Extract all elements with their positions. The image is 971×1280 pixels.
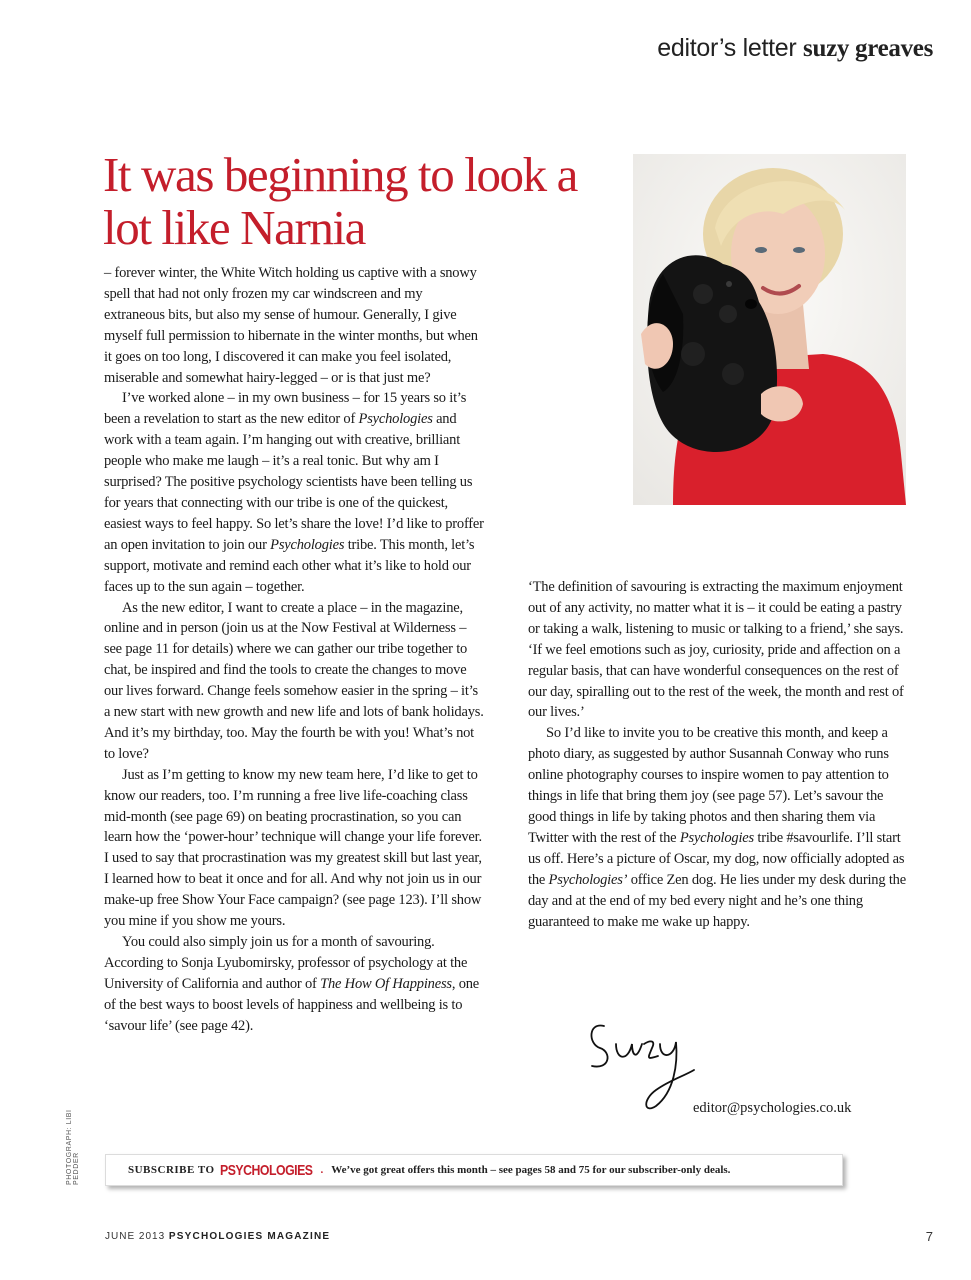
paragraph-4: Just as I’m getting to know my new team here, I’d like to get to know our readers, too. I’m running a free live life-coaching class mid-month (see page 69) on beating procrastination, so you can learn how the ‘power-hour’ technique will change your life forever. I used to say that procrastination was my greatest skill but last year, I learned how to beat it once and for all. And why not join us in our make-up free Show Your Face campaign? (see page 123). I’ll show you mine if you show me yours. — [104, 766, 482, 930]
paragraph-7 — [528, 723, 908, 932]
handwritten-signature — [586, 1014, 706, 1114]
headline: It was beginning to look a lot like Narnia — [103, 147, 577, 255]
article-column-left — [104, 263, 484, 1037]
editor-email: editor@psychologies.co.uk — [693, 1100, 852, 1116]
paragraph-1: – forever winter, the White Witch holding us captive with a snowy spell that had not only frozen my car windscreen and my extraneous bits, but also my sense of humour. Generally, I give myself full permission to hibernate in the winter months, but when it goes on too long, I discovered it can make you feel isolated, miserable and somewhat hairy-legged – or is that just me? — [104, 265, 478, 386]
paragraph-6: ‘The definition of savouring is extracting the maximum enjoyment out of any activity, no matter what it is – it could be eating a pastry or taking a walk, listening to music or talking to a friend,’ she says. ‘If we feel emotions such as joy, curiosity, pride and affection on a regular basis, that can have wonderful consequences on the rest of our day, spiralling out to the rest of the week, the month and rest of our lives.’ — [528, 579, 904, 721]
editor-photo — [633, 154, 906, 505]
text-span: , one of the best ways to boost levels of happiness and wellbeing is to ‘savour life’ (see page 42). — [104, 975, 480, 1034]
subscribe-offer-text: We’ve got great offers this month – see pages 58 and 75 for our subscriber-only deals. — [331, 1164, 731, 1176]
subscribe-banner — [105, 1154, 843, 1186]
text-span: I’ve worked alone – in my own business – for 15 years so it’s been a revelation to start as the new editor of — [104, 390, 467, 428]
text-span: tribe #savourlife. I’ll start us off. Here’s a picture of Oscar, my dog, now officially adopted as the — [528, 829, 905, 888]
paragraph-2 — [104, 388, 484, 597]
section-label: editor’s letter — [657, 34, 797, 62]
subscribe-label: SUBSCRIBE TO — [128, 1164, 215, 1176]
text-span: tribe. This month, let’s support, motivate and remind each other what it’s like to hold our faces up to the sun again – together. — [104, 536, 475, 595]
paragraph-3: As the new editor, I want to create a place – in the magazine, online and in person (join us at the Now Festival at Wilderness – see page 11 for details) where we can gather our tribe together to chat, be inspired and find the tools to create the changes to move our lives forward. Change feels somehow easier in the spring – it’s a new start with new growth and new life and lots of bank holidays. And it’s my birthday, too. May the fourth be with you! What’s not to love? — [104, 599, 484, 762]
footer-issue — [105, 1231, 330, 1242]
text-span: You could also simply join us for a month of savouring. According to Sonja Lyubomirsky, professor of psychology at the University of California and author of — [104, 934, 468, 992]
magazine-name: Psychologies — [679, 829, 754, 846]
article-column-right — [528, 577, 908, 932]
text-span: and work with a team again. I’m hanging out with creative, brilliant people who make me laugh – it’s a real tonic. But why am I surprised? The positive psychology scientists have been telling us for years that connecting with our tribe is one of the quickest, easiest ways to feel happy. So let’s share the love! I’d like to proffer an open invitation to join our — [104, 411, 484, 553]
editor-with-dog-illustration — [633, 154, 906, 505]
psychologies-logo: PSYCHOLOGIES — [219, 1161, 313, 1179]
book-title: The How Of Happiness — [320, 975, 452, 992]
magazine-name: Psychologies — [358, 411, 433, 428]
author-name: suzy greaves — [803, 35, 933, 62]
text-span: office Zen dog. He lies under my desk during the day and at the end of my bed every night and he’s one thing guaranteed to make me wake up happy. — [528, 871, 906, 930]
section-header — [657, 34, 933, 63]
paragraph-5 — [104, 932, 484, 1037]
footer-brand: PSYCHOLOGIES MAGAZINE — [168, 1231, 331, 1242]
magazine-name: Psychologies — [270, 536, 345, 553]
magazine-name: Psychologies’ — [548, 871, 628, 888]
page-number: 7 — [925, 1229, 933, 1244]
text-span: So I’d like to invite you to be creative this month, and keep a photo diary, as suggested by author Susannah Conway who runs online photography courses to inspire women to pay attention to things in life that bring them joy (see page 57). Let’s savour the good things in life by taking photos and then sharing them via Twitter with the rest of the — [528, 725, 889, 846]
issue-date: JUNE 2013 — [105, 1231, 166, 1242]
photo-credit: PHOTOGRAPH: LIBI PEDDER — [66, 1109, 80, 1185]
logo-dot: . — [320, 1164, 324, 1176]
